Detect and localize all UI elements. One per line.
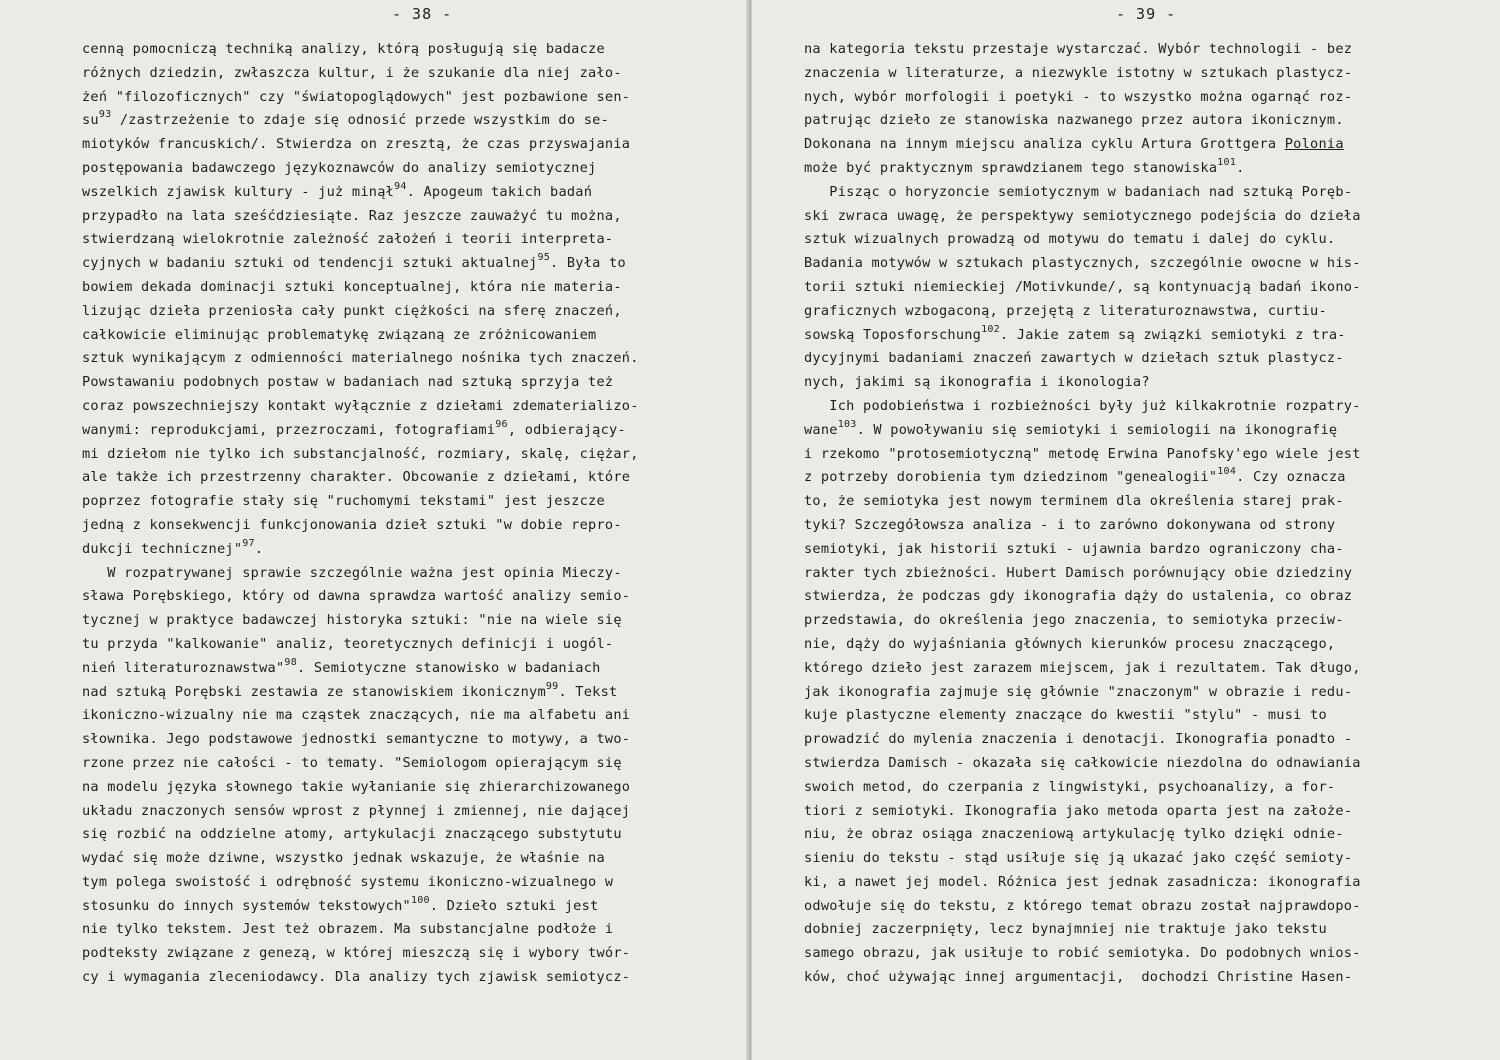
text-line: słownika. Jego podstawowe jednostki semantyczne to motywy, a two-: [82, 731, 631, 748]
footnote-marker: 99: [545, 680, 559, 692]
text-line: ikoniczno-wizualny nie ma cząstek znaczących, nie ma alfabetu ani: [82, 707, 631, 724]
page-number: - 38 -: [392, 5, 453, 23]
text-line: dukcji technicznej"$^{97}$.: [82, 537, 264, 557]
text-line: swoich metod, do czerpania z lingwistyki, psychoanalizy, a for-: [804, 778, 1336, 795]
text-line: jedną z konsekwencji funkcjonowania dzieł sztuki "w dobie repro-: [82, 516, 622, 533]
text-line: Ich podobieństwa i rozbieżności były już kilkakrotnie rozpatry-: [804, 397, 1361, 414]
text-line: rzone przez nie całości - to tematy. "Semiologom opierającym się: [82, 754, 622, 771]
text-line: coraz powszechniejszy kontakt wyłącznie z dziełami zdematerializo-: [82, 397, 639, 414]
text-line: nych, wybór morfologii i poetyki - to wszystko można ogarnąć roz-: [804, 88, 1353, 105]
footnote-marker: 96: [495, 418, 508, 430]
text-line: Dokonana na innym miejscu analiza cyklu Artura Grottgera Polonia: [804, 136, 1344, 153]
text-line: $su^{93}$ /zastrzeżenie to zdaje się odnosić przede wszystkim do se-: [82, 109, 610, 129]
text-line: się rozbić na oddzielne atomy, artykulacji znaczącego substytutu: [82, 826, 622, 843]
text-line: lizując dzieła przeniosła cały punkt ciężkości na sferę znaczeń,: [82, 302, 622, 319]
text-line: patrując dzieło ze stanowiska nazwanego przez autora ikonicznym.: [804, 112, 1344, 129]
text-line: podteksty związane z genezą, w której mieszczą się i wybory twór-: [82, 945, 631, 962]
text-line: stwierdza Damisch - okazała się całkowicie niezdolna do odnawiania: [804, 754, 1361, 771]
text-line: postępowania badawczego językoznawców do analizy semiotycznej: [82, 159, 597, 176]
text-line: cenną pomocniczą techniką analizy, którą posługują się badacze: [82, 41, 605, 57]
text-line: Powstawaniu podobnych postaw w badaniach nad sztuką sprzyja też: [82, 374, 614, 391]
text-line: cyjnych w badaniu sztuki od tendencji sztuki aktualnej$^{95}$. Była to: [82, 252, 626, 272]
text-line: znaczenia w literaturze, a niezwykle istotny w sztukach plastycz-: [804, 64, 1353, 81]
text-line: może być praktycznym sprawdzianem tego stanowiska$^{101}$.: [804, 156, 1245, 176]
text-line: i rzekomo "protosemiotyczną" metodę Erwina Panofsky'ego wiele jest: [804, 445, 1361, 462]
text-line: kuje plastyczne elementy znaczące do kwestii "stylu" - musi to: [804, 707, 1327, 724]
text-line: odwołuje się do tekstu, z którego temat obrazu został najprawdopo-: [804, 897, 1361, 914]
text-line: stosunku do innych systemów tekstowych"$^{100}$. Dzieło sztuki jest: [82, 894, 599, 914]
text-line: na kategoria tekstu przestaje wystarczać. Wybór technologii - bez: [804, 41, 1353, 57]
text-line: tu przyda "kalkowanie" analiz, teoretycznych definicji i uogól-: [82, 635, 614, 652]
text-line: na modelu języka słownego takie wyłanianie się zhierarchizowanego: [82, 778, 631, 795]
page-number: - 39 -: [1116, 5, 1177, 23]
text-line: wane$^{103}$. W powoływaniu się semiotyki i semiologii na ikonografię: [804, 418, 1338, 438]
text-line: cy i wymagania zleceniodawcy. Dla analizy tych zjawisk semiotycz-: [82, 969, 631, 986]
text-line: ale także ich przestrzenny charakter. Obcowanie z dziełami, które: [82, 469, 631, 486]
underlined-title: Polonia: [1284, 136, 1344, 153]
text-line: miotyków francuskich/. Stwierdza on zresztą, że czas przyswajania: [82, 136, 631, 153]
left-page: [0, 0, 748, 1060]
text-line: tym polega swoistość i odrębność systemu ikoniczno-wizualnego w: [82, 873, 614, 890]
text-line: rakter tych zbieżności. Hubert Damisch porównujący obie dziedziny: [804, 564, 1353, 581]
text-line: torii sztuki niemieckiej /Motivkunde/, są kontynuacją badań ikono-: [804, 278, 1361, 295]
footnote-marker: 101: [1217, 156, 1237, 168]
text-line: graficznych wzbogaconą, przejętą z literaturoznawstwa, curtiu-: [804, 302, 1327, 319]
footnote-marker: 95: [537, 252, 550, 264]
footnote-marker: 93: [98, 109, 112, 121]
right-page: [752, 0, 1500, 1060]
text-line: semiotyki, jak historii sztuki - ujawnia bardzo ograniczony cha-: [804, 540, 1344, 557]
text-line: sowską Toposforschung$^{102}$. Jakie zatem są związki semiotyki z tra-: [804, 323, 1346, 343]
text-line: całkowicie eliminując problematykę związaną ze zróżnicowaniem: [82, 326, 597, 343]
text-line: wanymi: reprodukcjami, przezroczami, fotografiami$^{96}$, odbierający-: [82, 418, 626, 438]
text-line: tiori z semiotyki. Ikonografia jako metoda oparta jest na założe-: [804, 802, 1353, 819]
text-line: nie, dąży do wyjaśniania głównych kierunków procesu znaczącego,: [804, 635, 1336, 652]
text-line: sztuk wizualnych prowadzą od motywu do tematu i dalej do cyklu.: [804, 231, 1336, 248]
text-line: nad sztuką Porębski zestawia ze stanowiskiem ikonicznym$^{99}$. Tekst: [82, 680, 618, 700]
text-line: dobniej zaczerpnięty, lecz bynajmniej nie traktuje jako tekstu: [804, 921, 1327, 938]
text-line: nych, jakimi są ikonografia i ikonologia?: [804, 374, 1150, 391]
text-line: którego dzieło jest zarazem miejscem, jak i rezultatem. Tak długo,: [804, 659, 1361, 676]
text-line: ków, choć używając innej argumentacji, dochodzi Christine Hasen-: [804, 969, 1353, 986]
text-line: ski zwraca uwagę, że perspektywy semiotycznego podejścia do dzieła: [804, 207, 1361, 224]
text-line: jak ikonografia zajmuje się głównie "znaczonym" w obrazie i redu-: [804, 683, 1353, 700]
footnote-marker: 97: [242, 537, 255, 549]
text-line: poprzez fotografie stały się "ruchomymi tekstami" jest jeszcze: [82, 493, 605, 510]
text-line: bowiem dekada dominacji sztuki konceptualnej, która nie materia-: [82, 278, 622, 295]
text-line: nień literaturoznawstwa"$^{98}$. Semiotyczne stanowisko w badaniach: [82, 656, 601, 676]
text-line: układu znaczonych sensów wprost z płynnej i zmiennej, nie dającej: [82, 802, 631, 819]
text-line: Pisząc o horyzoncie semiotycznym w badaniach nad sztuką Poręb-: [804, 183, 1353, 200]
text-line: to, że semiotyka jest nowym terminem dla określenia starej prak-: [804, 493, 1344, 510]
text-line: przypadło na lata sześćdziesiąte. Raz jeszcze zauważyć tu można,: [82, 207, 622, 224]
text-line: tycznej w praktyce badawczej historyka sztuki: "nie na wiele się: [82, 612, 622, 629]
text-line: przedstawia, do określenia jego znaczenia, to semiotyka przeciw-: [804, 612, 1344, 629]
text-line: mi dziełom nie tylko ich substancjalność, rozmiary, skalę, ciężar,: [82, 445, 639, 462]
footnote-marker: 100: [410, 894, 430, 906]
footnote-marker: 102: [981, 323, 1000, 335]
text-line: nie tylko tekstem. Jest też obrazem. Ma substancjalne podłoże i: [82, 921, 614, 938]
text-line: ki, a nawet jej model. Różnica jest jednak zasadnicza: ikonografia: [804, 873, 1361, 890]
text-line: W rozpatrywanej sprawie szczególnie ważna jest opinia Mieczy-: [82, 564, 622, 581]
text-line: różnych dziedzin, zwłaszcza kultur, i że szukanie dla niej zało-: [82, 64, 622, 81]
page-body: [82, 38, 732, 990]
text-line: wydać się może dziwne, wszystko jednak wskazuje, że właśnie na: [82, 850, 605, 867]
footnote-marker: 103: [837, 418, 857, 430]
text-line: wszelkich zjawisk kultury - już minął$^{94}$. Apogeum takich badań: [82, 180, 593, 200]
text-line: prowadzić do mylenia znaczenia i denotacji. Ikonografia ponadto -: [804, 731, 1353, 748]
text-line: samego obrazu, jak usiłuje to robić semiotyka. Do podobnych wnios-: [804, 945, 1361, 962]
text-line: dycyjnymi badaniami znaczeń zawartych w dziełach sztuk plastycz-: [804, 350, 1344, 367]
footnote-marker: 94: [394, 180, 407, 192]
text-line: niu, że obraz osiąga znaczeniową artykulację tylko dzięki odnie-: [804, 826, 1344, 843]
text-line: tyki? Szczegółowsza analiza - i to zarówno dokonywana od strony: [804, 516, 1336, 533]
footnote-marker: 104: [1217, 466, 1237, 478]
text-line: stwierdza, że podczas gdy ikonografia dąży do ustalenia, co obraz: [804, 588, 1353, 605]
text-line: żeń "filozoficznych" czy "światopoglądowych" jest pozbawione sen-: [82, 88, 631, 105]
page-body: [804, 38, 1454, 990]
text-line: Badania motywów w sztukach plastycznych, szczególnie owocne w his-: [804, 255, 1361, 272]
text-line: sława Porębskiego, który od dawna sprawdza wartość analizy semio-: [82, 588, 631, 605]
text-line: sztuk wynikającym z odmienności materialnego nośnika tych znaczeń.: [82, 350, 639, 367]
footnote-marker: 98: [284, 656, 297, 668]
text-line: stwierdzaną wielokrotnie zależność założeń i teorii interpreta-: [82, 231, 614, 248]
text-line: sieniu do tekstu - stąd usiłuje się ją ukazać jako część semioty-: [804, 850, 1353, 867]
text-line: z potrzeby dorobienia tym dziedzinom "genealogii"$^{104}$. Czy oznacza: [804, 466, 1346, 486]
